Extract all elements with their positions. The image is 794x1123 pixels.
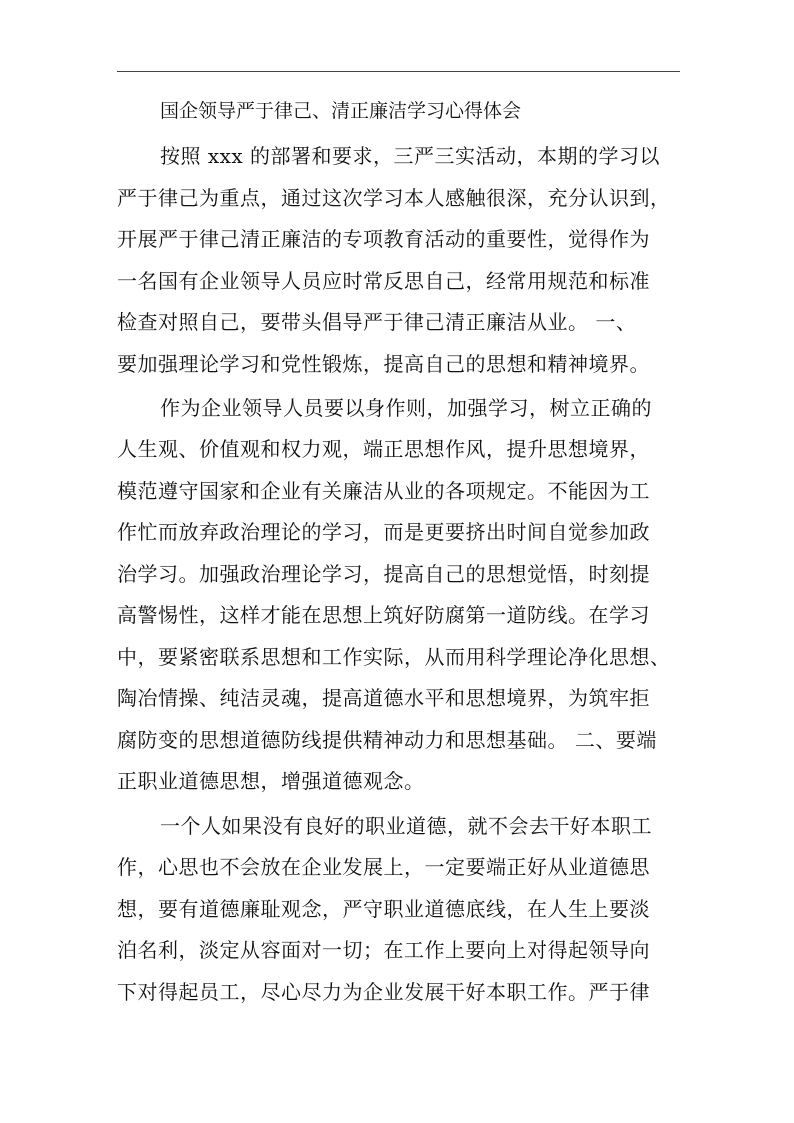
- paragraph-line: 作忙而放弃政治理论的学习，而是更要挤出时间自觉参加政: [117, 520, 650, 544]
- paragraph-line: 陶冶情操、纯洁灵魂，提高道德水平和思想境界，为筑牢拒: [117, 686, 650, 710]
- paragraph-line: 下对得起员工，尽心尽力为企业发展干好本职工作。严于律: [117, 980, 650, 1004]
- paragraph-line: 治学习。加强政治理论学习，提高自己的思想觉悟，时刻提: [117, 562, 650, 586]
- paragraph-line: 模范遵守国家和企业有关廉洁从业的各项规定。不能因为工: [117, 479, 650, 503]
- paragraph-line: 作，心思也不会放在企业发展上，一定要端正好从业道德思: [117, 855, 650, 879]
- header-rule: [117, 71, 680, 72]
- paragraph-line: 中，要紧密联系思想和工作实际，从而用科学理论净化思想、: [117, 645, 671, 669]
- paragraph-line: 一个人如果没有良好的职业道德，就不会去干好本职工: [160, 814, 652, 838]
- document-title: 国企领导严于律己、清正廉洁学习心得体会: [160, 100, 522, 122]
- paragraph-line: 高警惕性，这样才能在思想上筑好防腐第一道防线。在学习: [117, 603, 650, 627]
- paragraph-line: 泊名利，淡定从容面对一切；在工作上要向上对得起领导向: [117, 938, 650, 962]
- paragraph-line: 人生观、价值观和权力观，端正思想作风，提升思想境界，: [117, 437, 650, 461]
- paragraph-line: 开展严于律己清正廉洁的专项教育活动的重要性，觉得作为: [117, 227, 650, 251]
- paragraph-line: 严于律己为重点，通过这次学习本人感触很深，充分认识到，: [117, 186, 671, 210]
- paragraph-line: 腐防变的思想道德防线提供精神动力和思想基础。 二、要端: [117, 728, 657, 752]
- paragraph-line: 按照 xxx 的部署和要求，三严三实活动，本期的学习以: [160, 144, 661, 168]
- paragraph-line: 想，要有道德廉耻观念，严守职业道德底线，在人生上要淡: [117, 897, 650, 921]
- paragraph-line: 要加强理论学习和党性锻炼，提高自己的思想和精神境界。: [117, 352, 650, 376]
- paragraph-line: 检查对照自己，要带头倡导严于律己清正廉洁从业。 一、: [117, 310, 637, 334]
- paragraph-line: 正职业道德思想，增强道德观念。: [117, 769, 425, 793]
- paragraph-line: 作为企业领导人员要以身作则，加强学习，树立正确的: [160, 396, 652, 420]
- paragraph-line: 一名国有企业领导人员应时常反思自己，经常用规范和标准: [117, 269, 650, 293]
